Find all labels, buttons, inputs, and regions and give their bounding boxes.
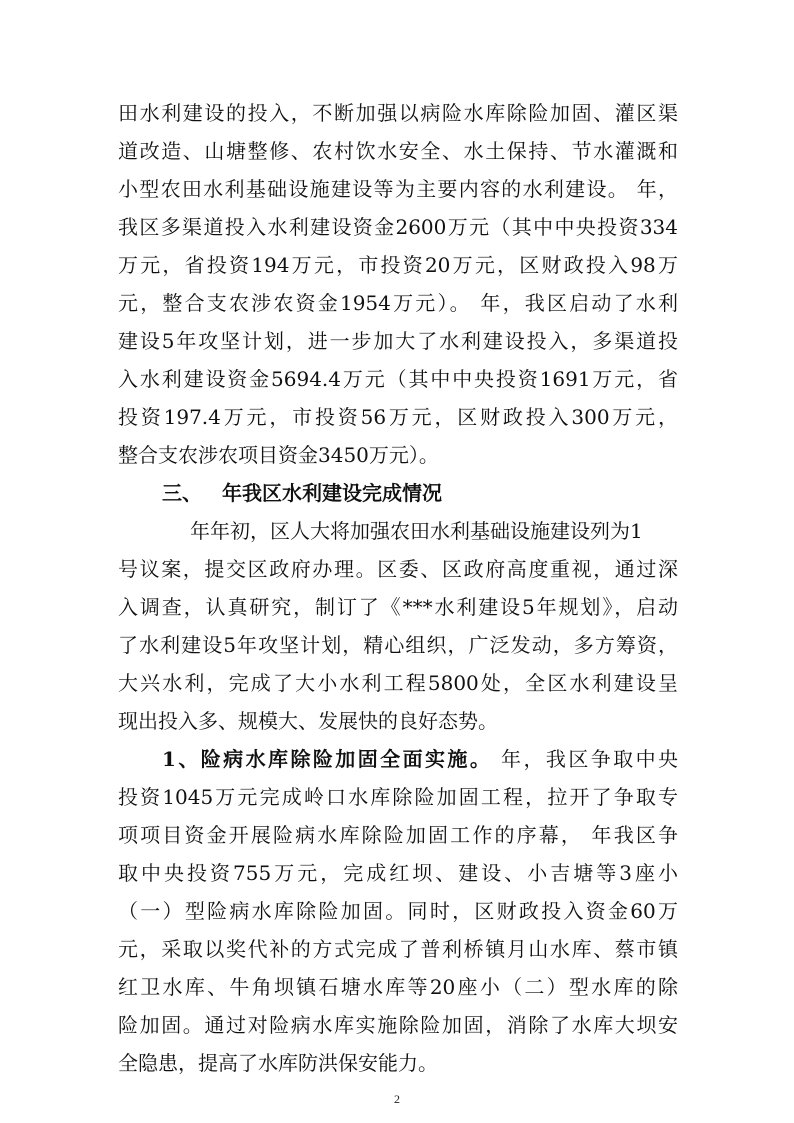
paragraph-line: 投资197.4万元，市投资56万元，区财政投入300万元， — [118, 405, 678, 429]
paragraph-line: 建设5年攻坚计划，进一步加大了水利建设投入，多渠道投 — [118, 329, 678, 353]
paragraph-line: 年年初，区人大将加强农田水利基础设施建设列为1 — [190, 519, 643, 543]
paragraph-line: 元，采取以奖代补的方式完成了普利桥镇月山水库、蔡市镇 — [118, 937, 678, 961]
paragraph-lead-bold: 1、险病水库除险加固全面实施。 — [162, 747, 493, 771]
paragraph-line: 入水利建设资金5694.4万元（其中中央投资1691万元，省 — [118, 367, 678, 391]
paragraph-line: 万元，省投资194万元，市投资20万元，区财政投入98万 — [118, 253, 678, 277]
paragraph-line: 全隐患，提高了水库防洪保安能力。 — [118, 1051, 438, 1075]
paragraph-line: 现出投入多、规模大、发展快的良好态势。 — [118, 709, 498, 733]
paragraph-line: 道改造、山塘整修、农村饮水安全、水土保持、节水灌溉和 — [118, 139, 678, 163]
page-number: 2 — [394, 1092, 400, 1106]
paragraph-line: 红卫水库、牛角坝镇石塘水库等20座小（二）型水库的除 — [118, 975, 678, 999]
section-heading-text: 年我区水利建设完成情况 — [222, 481, 442, 505]
paragraph-line: 小型农田水利基础设施建设等为主要内容的水利建设。 年， — [118, 177, 678, 201]
paragraph-line: 田水利建设的投入，不断加强以病险水库除险加固、灌区渠 — [118, 101, 678, 125]
paragraph-lead-line — [162, 744, 678, 776]
paragraph-line: 了水利建设5年攻坚计划，精心组织，广泛发动，多方筹资， — [118, 633, 678, 657]
paragraph-line: （一）型险病水库除险加固。同时，区财政投入资金60万 — [118, 899, 678, 923]
paragraph-line: 元，整合支农涉农资金1954万元）。 年，我区启动了水利 — [118, 291, 678, 315]
paragraph-line: 项项目资金开展险病水库除险加固工作的序幕， 年我区争 — [118, 823, 678, 847]
paragraph-line: 整合支农涉农项目资金3450万元）。 — [118, 443, 439, 467]
paragraph-line: 投资1045万元完成岭口水库除险加固工程，拉开了争取专 — [118, 785, 678, 809]
paragraph-line: 险加固。通过对险病水库实施除险加固，消除了水库大坝安 — [118, 1013, 678, 1037]
section-heading — [162, 478, 678, 510]
paragraph-line: 取中央投资755万元，完成红坝、建设、小吉塘等3座小 — [118, 861, 678, 885]
paragraph-line: 号议案，提交区政府办理。区委、区政府高度重视，通过深 — [118, 557, 678, 581]
paragraph-line: 我区多渠道投入水利建设资金2600万元（其中中央投资334 — [118, 215, 678, 239]
paragraph-line: 大兴水利，完成了大小水利工程5800处，全区水利建设呈 — [118, 671, 678, 695]
paragraph-line: 入调查，认真研究，制订了《***水利建设5年规划》，启动 — [118, 595, 678, 619]
paragraph-lead-rest: 年，我区争取中央 — [492, 747, 678, 771]
section-heading-number: 三、 — [162, 481, 202, 505]
